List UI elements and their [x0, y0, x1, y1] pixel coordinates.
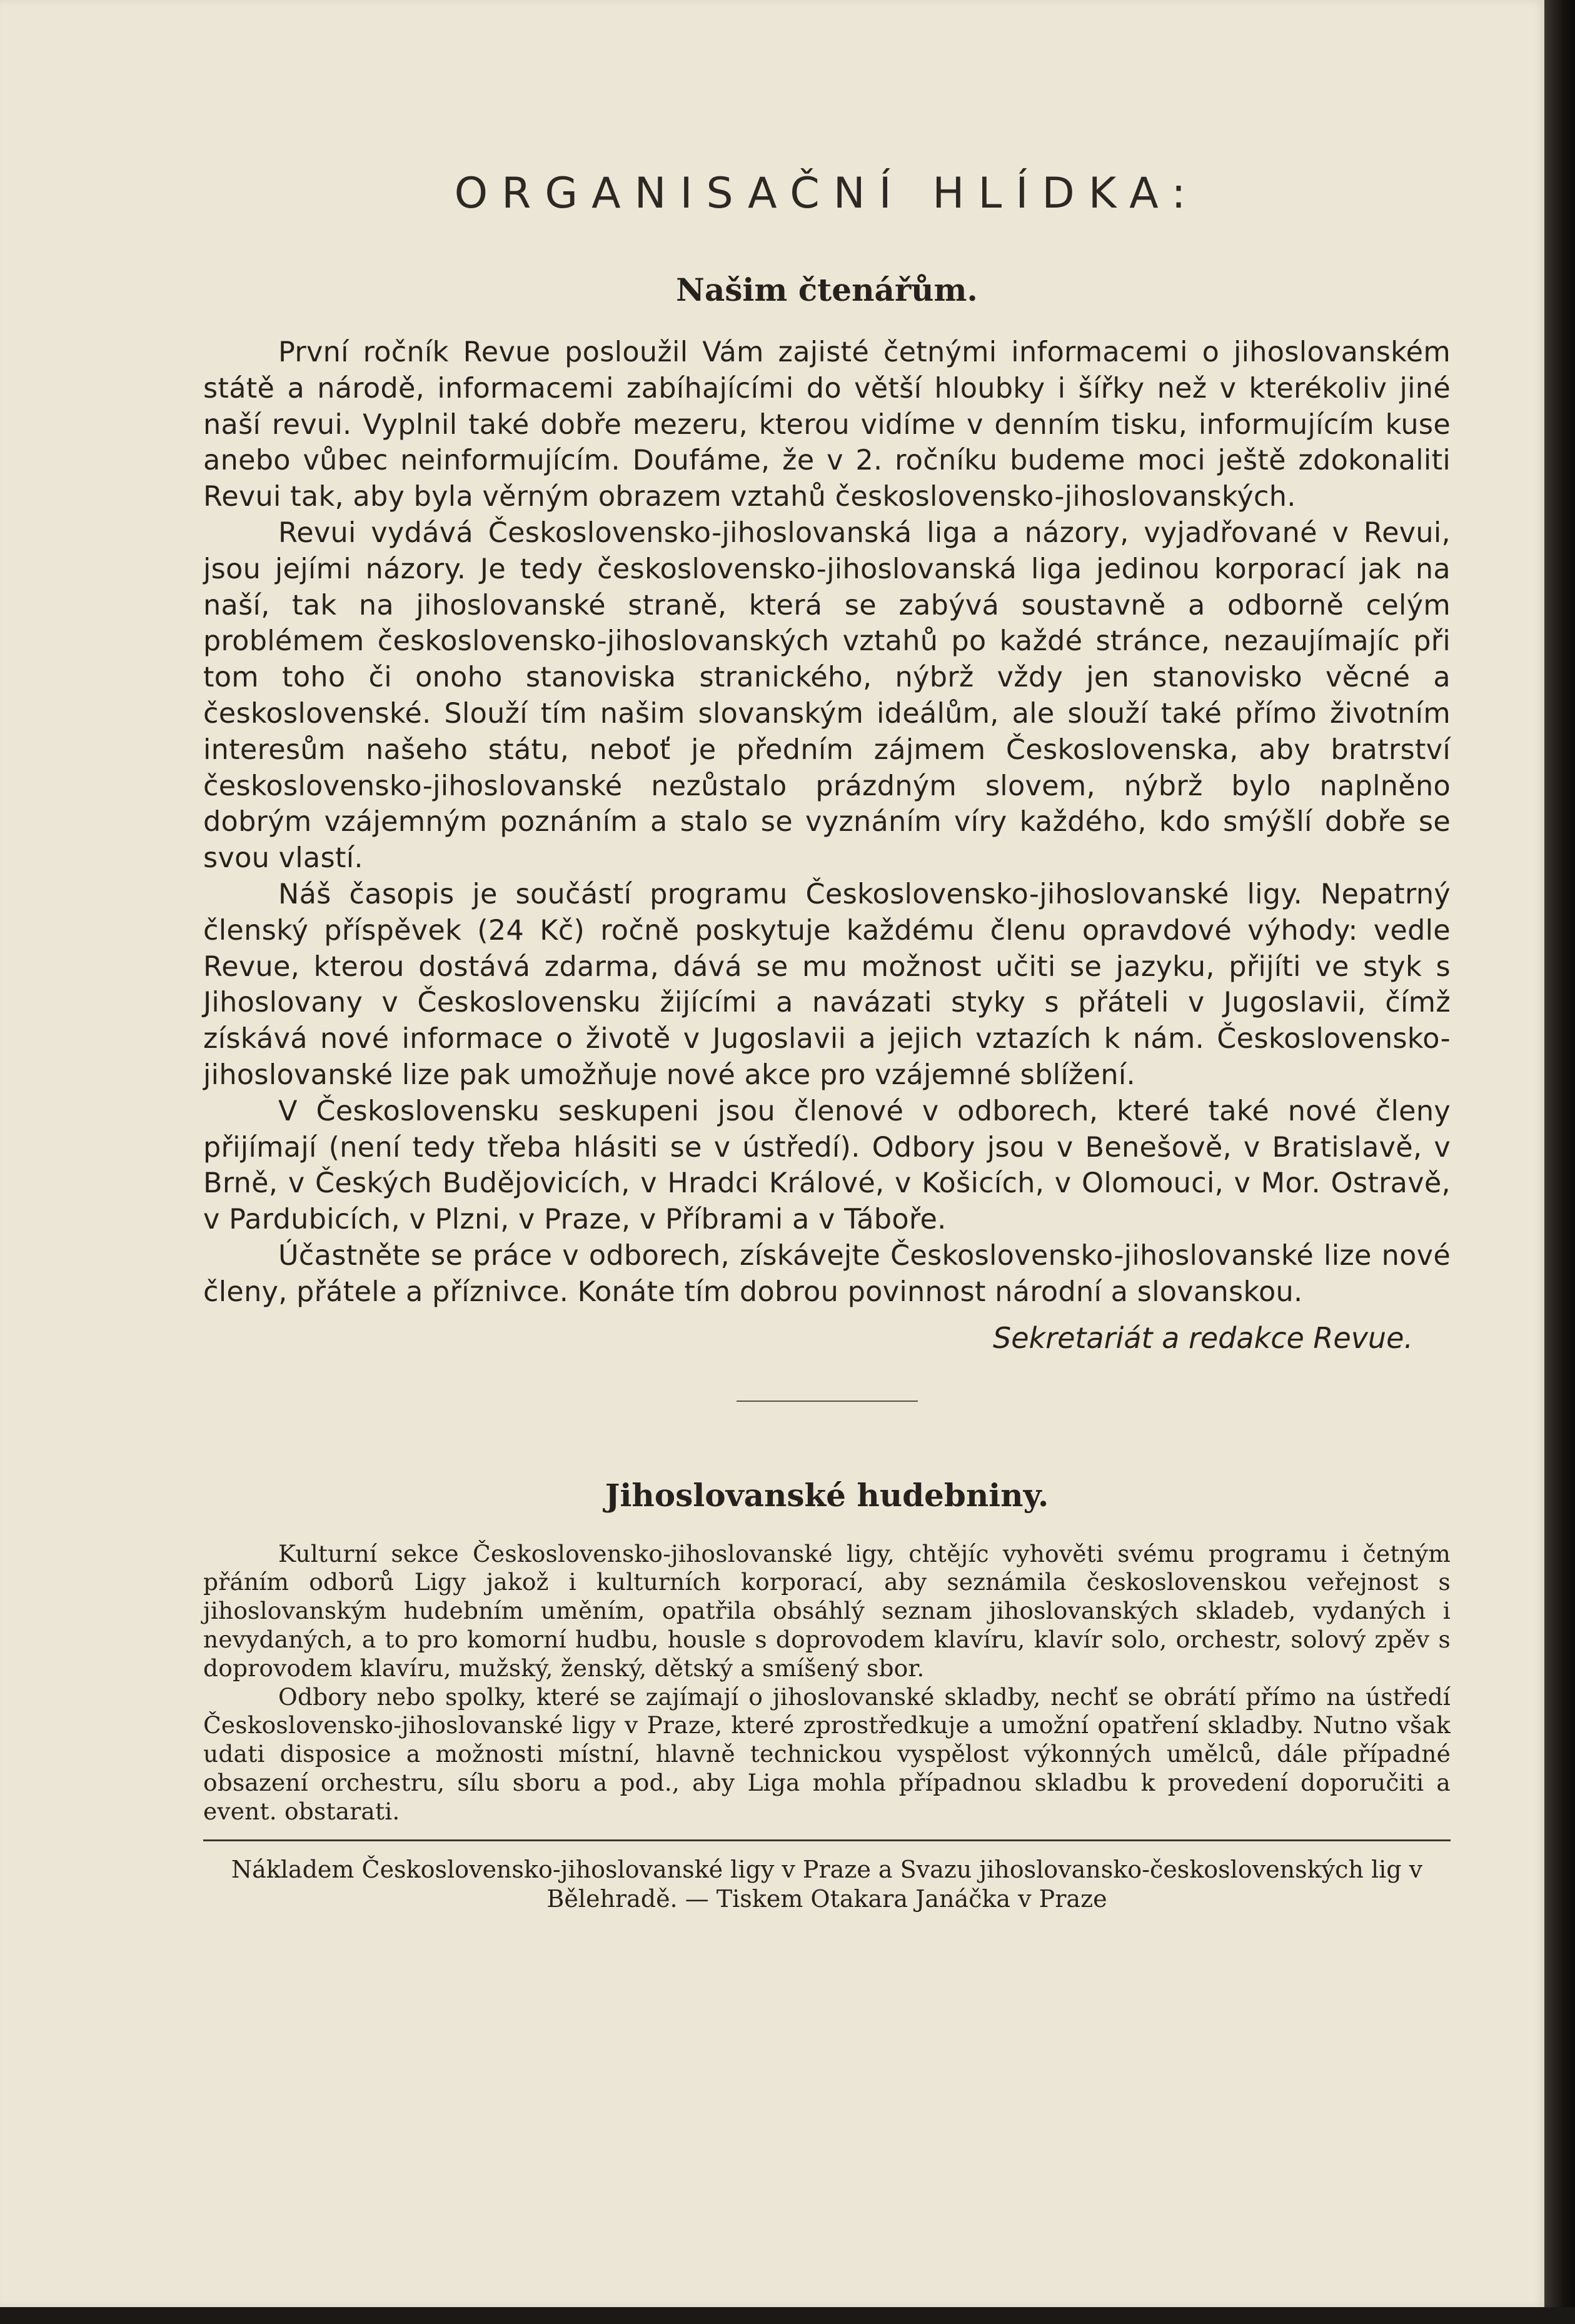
binding-edge: [1544, 0, 1575, 2324]
paragraph: První ročník Revue posloužil Vám zajisté četnými informacemi o jihoslovanském státě a národě, informacemi zabíhajícími do větší hloubky i šířky než v kterékoliv jiné naší revui. Vyplnil také dobře mezeru, kterou vidíme v denním tisku, informujícím kuse anebo vůbec neinformujícím. Doufáme, že v 2. ročníku budeme moci ještě zdokonaliti Revui tak, aby byla věrným obrazem vztahů československo-jihoslovanských.: [203, 336, 1451, 513]
section-divider: [737, 1401, 918, 1402]
paragraph: Kulturní sekce Československo-jihoslovanské ligy, chtějíc vyhověti svému programu i četným přáním odborů Ligy jakož i kulturních korporací, aby seznámila československou veřejnost s jihoslovanským hudebním uměním, opatřila obsáhlý seznam jihoslovanských skladeb, vydaných i nevydaných, a to pro komorní hudbu, housle s doprovodem klavíru, klavír solo, orchestr, solový zpěv s doprovodem klavíru, mužský, ženský, dětský a smíšený sbor.: [203, 1539, 1451, 1682]
paragraph: Účastněte se práce v odborech, získávejte Československo-jihoslovanské lize nové členy, přátele a příznivce. Konáte tím dobrou povinnost národní a slovanskou.: [203, 1239, 1451, 1308]
section-title-music: Jihoslovanské hudebniny.: [605, 1476, 1049, 1514]
footer-rule: [203, 1839, 1451, 1841]
page-title: ORGANISAČNÍ HLÍDKA:: [454, 169, 1200, 218]
paragraph: Odbory nebo spolky, které se zajímají o jihoslovanské skladby, nechť se obrátí přímo na ústředí Československo-jihoslovanské ligy v Praze, které zprostředkuje a umožní opatření skladby. Nutno však udati disposice a možnosti místní, hlavně technickou vyspělost výkonných umělců, dále případné obsazení orchestru, sílu sboru a pod., aby Liga mohla případnou skladbu k provedení doporučiti a event. obstarati.: [203, 1683, 1451, 1825]
bottom-edge: [0, 2307, 1575, 2324]
section-body-music: [203, 1540, 1451, 1826]
page-content: [203, 169, 1451, 1914]
section-title-readers: Našim čtenářům.: [676, 271, 978, 308]
paragraph: Revui vydává Československo-jihoslovanská liga a názory, vyjadřované v Revui, jsou jejími názory. Je tedy československo-jihoslovanská liga jedinou korporací jak na naší, tak na jihoslovanské straně, která se zabývá soustavně a odborně celým problémem československo-jihoslovanských vztahů po každé stránce, nezaujímajíc při tom toho či onoho stanoviska stranického, nýbrž vždy jen stanovisko věcné a československé. Slouží tím našim slovanským ideálům, ale slouží také přímo životním interesům našeho státu, neboť je předním zájmem Československa, aby bratrství československo-jihoslovanské nezůstalo prázdným slovem, nýbrž bylo naplněno dobrým vzájemným poznáním a stalo se vyznáním víry každého, kdo smýšlí dobře se svou vlastí.: [203, 516, 1451, 875]
imprint-footer: Nákladem Československo-jihoslovanské ligy v Praze a Svazu jihoslovansko-československých lig v Bělehradě. — Tiskem Otakara Janáčka v Praze: [231, 1856, 1423, 1913]
paragraph: Náš časopis je součástí programu Československo-jihoslovanské ligy. Nepatrný členský příspěvek (24 Kč) ročně poskytuje každému členu opravdové výhody: vedle Revue, kterou dostává zdarma, dává se mu možnost učiti se jazyku, přijíti ve styk s Jihoslovany v Československu žijícími a navázati styky s přáteli v Jugoslavii, čímž získává nové informace o životě v Jugoslavii a jejich vztazích k nám. Československo-jihoslovanské lize pak umožňuje nové akce pro vzájemné sblížení.: [203, 878, 1451, 1091]
signature: Sekretariát a redakce Revue.: [993, 1320, 1413, 1355]
paragraph: V Československu seskupeni jsou členové v odborech, které také nové členy přijímají (není tedy třeba hlásiti se v ústředí). Odbory jsou v Benešově, v Bratislavě, v Brně, v Českých Budějovicích, v Hradci Králové, v Košicích, v Olomouci, v Mor. Ostravě, v Pardubicích, v Plzni, v Praze, v Příbrami a v Táboře.: [203, 1095, 1451, 1236]
section-body-readers: [203, 335, 1451, 1310]
